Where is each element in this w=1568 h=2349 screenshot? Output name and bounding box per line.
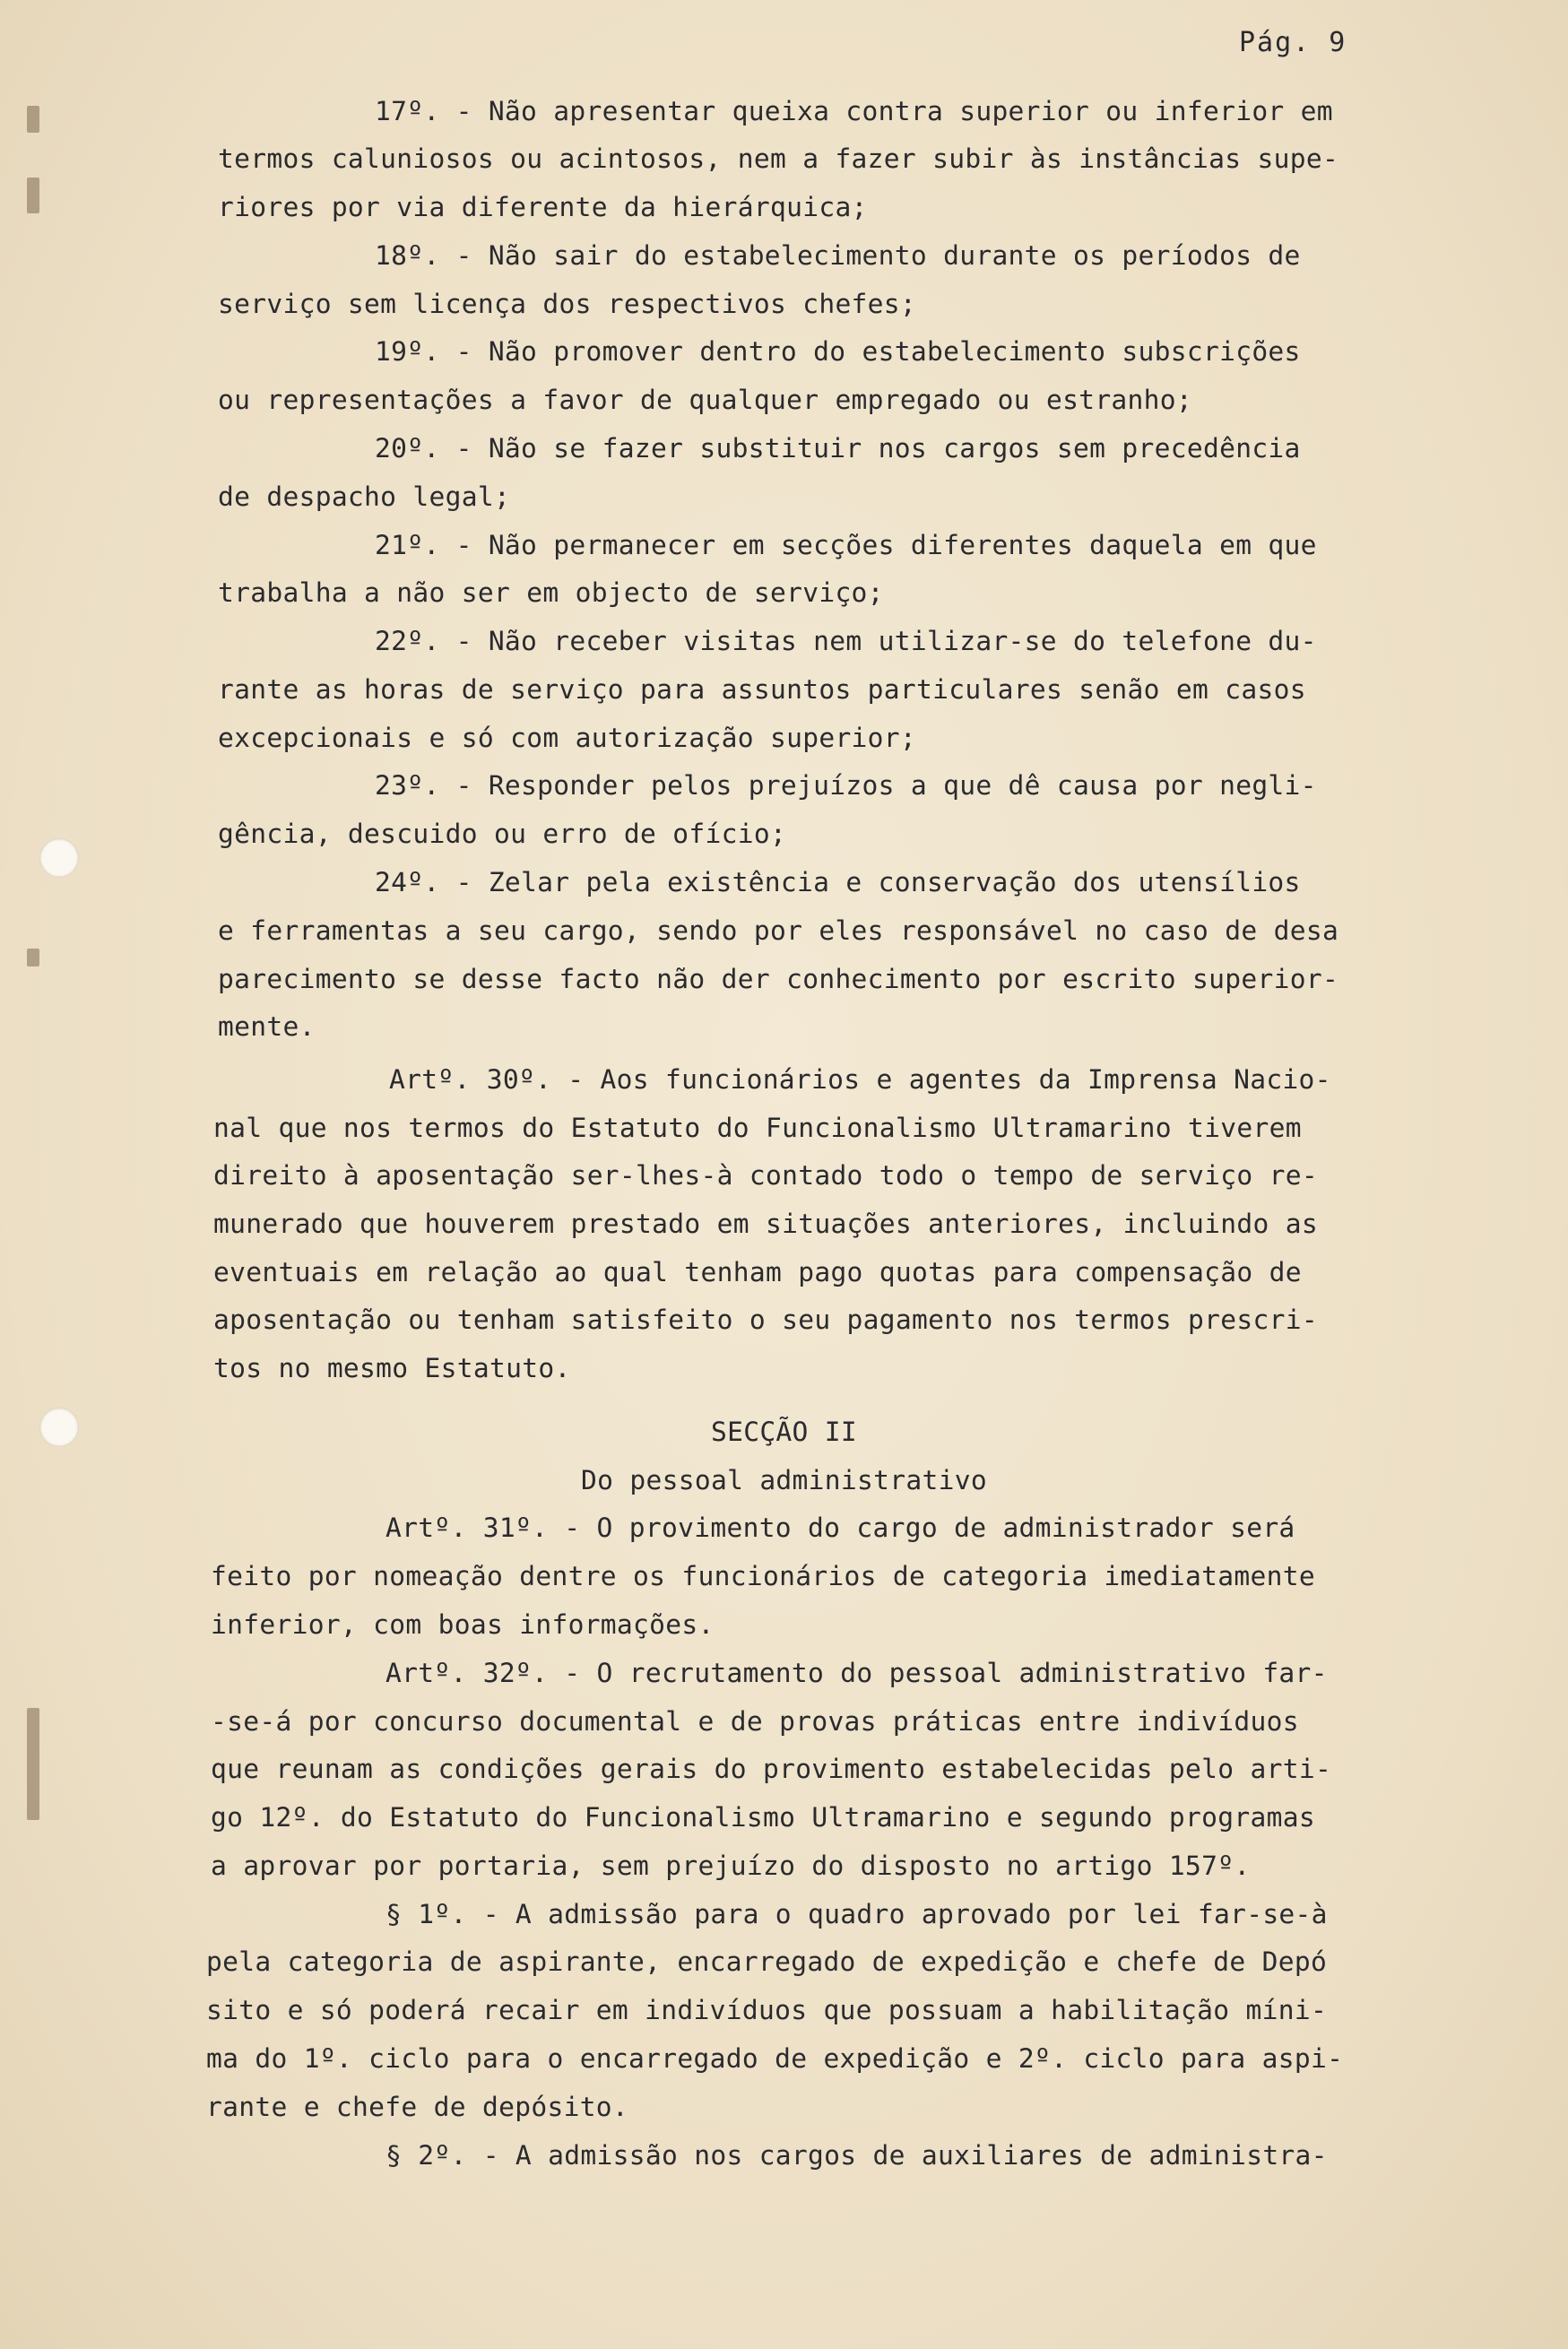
text-line: nal que nos termos do Estatuto do Funcionalismo Ultramarino tiverem (213, 1113, 1302, 1143)
text-line: inferior, com boas informações. (211, 1609, 715, 1640)
text-line: rante e chefe de depósito. (206, 2092, 629, 2122)
text-line: Artº. 31º. - O provimento do cargo de administrador será (386, 1513, 1295, 1543)
text-line: que reunam as condições gerais do provimento estabelecidas pelo arti- (211, 1754, 1332, 1784)
text-line: serviço sem licença dos respectivos chefes; (218, 289, 917, 319)
text-line: trabalha a não ser em objecto de serviço; (218, 577, 884, 608)
binding-mark (27, 106, 39, 133)
text-line: 19º. - Não promover dentro do estabelecimento subscrições (375, 336, 1301, 367)
text-line: Artº. 32º. - O recrutamento do pessoal administrativo far- (386, 1658, 1328, 1688)
text-line: ou representações a favor de qualquer empregado ou estranho; (218, 385, 1193, 415)
page-number: Pág. 9 (1239, 27, 1347, 58)
binding-mark (27, 178, 39, 213)
text-line: 17º. - Não apresentar queixa contra superior ou inferior em (375, 96, 1333, 126)
text-line: pela categoria de aspirante, encarregado de expedição e chefe de Depó (206, 1946, 1328, 1977)
punch-hole (39, 838, 79, 878)
text-line: tos no mesmo Estatuto. (213, 1353, 571, 1383)
text-line: 24º. - Zelar pela existência e conservação dos utensílios (375, 867, 1301, 897)
text-line: e ferramentas a seu cargo, sendo por eles responsável no caso de desa (218, 915, 1339, 946)
section-subheading: Do pessoal administrativo (581, 1465, 987, 1495)
text-line: termos caluniosos ou acintosos, nem a fazer subir às instâncias supe- (218, 143, 1339, 174)
text-line: 20º. - Não se fazer substituir nos cargos sem precedência (375, 433, 1301, 464)
text-line: parecimento se desse facto não der conhecimento por escrito superior- (218, 964, 1339, 994)
binding-mark (27, 949, 39, 966)
text-line: go 12º. do Estatuto do Funcionalismo Ultramarino e segundo programas (211, 1802, 1315, 1833)
text-line: § 1º. - A admissão para o quadro aprovado por lei far-se-à (386, 1899, 1328, 1929)
text-line: excepcionais e só com autorização superior; (218, 723, 917, 753)
text-line: -se-á por concurso documental e de provas práticas entre indivíduos (211, 1706, 1299, 1737)
text-line: § 2º. - A admissão nos cargos de auxiliares de administra- (386, 2140, 1328, 2171)
text-line: mente. (218, 1011, 316, 1042)
text-line: rante as horas de serviço para assuntos particulares senão em casos (218, 674, 1306, 705)
text-line: direito à aposentação ser-lhes-à contado todo o tempo de serviço re- (213, 1160, 1318, 1191)
text-line: munerado que houverem prestado em situações anteriores, incluindo as (213, 1209, 1318, 1239)
text-line: gência, descuido ou erro de ofício; (218, 819, 787, 849)
text-line: 22º. - Não receber visitas nem utilizar-se do telefone du- (375, 626, 1317, 656)
section-heading: SECÇÃO II (710, 1417, 858, 1447)
text-line: de despacho legal; (218, 481, 511, 512)
text-line: 21º. - Não permanecer em secções diferentes daquela em que (375, 530, 1317, 560)
text-line: eventuais em relação ao qual tenham pago quotas para compensação de (213, 1257, 1302, 1287)
text-line: ma do 1º. ciclo para o encarregado de expedição e 2º. ciclo para aspi- (206, 2043, 1344, 2074)
text-line: sito e só poderá recair em indivíduos que possuam a habilitação míni- (206, 1995, 1328, 2025)
text-line: a aprovar por portaria, sem prejuízo do disposto no artigo 157º. (211, 1851, 1251, 1881)
text-line: aposentação ou tenham satisfeito o seu pagamento nos termos prescri- (213, 1305, 1318, 1335)
text-line: Artº. 30º. - Aos funcionários e agentes da Imprensa Nacio- (389, 1064, 1331, 1095)
text-line: 23º. - Responder pelos prejuízos a que dê causa por negli- (375, 770, 1317, 801)
text-line: riores por via diferente da hierárquica; (218, 192, 868, 222)
text-line: 18º. - Não sair do estabelecimento durante os períodos de (375, 240, 1301, 271)
text-line: feito por nomeação dentre os funcionários de categoria imediatamente (211, 1561, 1315, 1591)
binding-mark (27, 1708, 39, 1820)
